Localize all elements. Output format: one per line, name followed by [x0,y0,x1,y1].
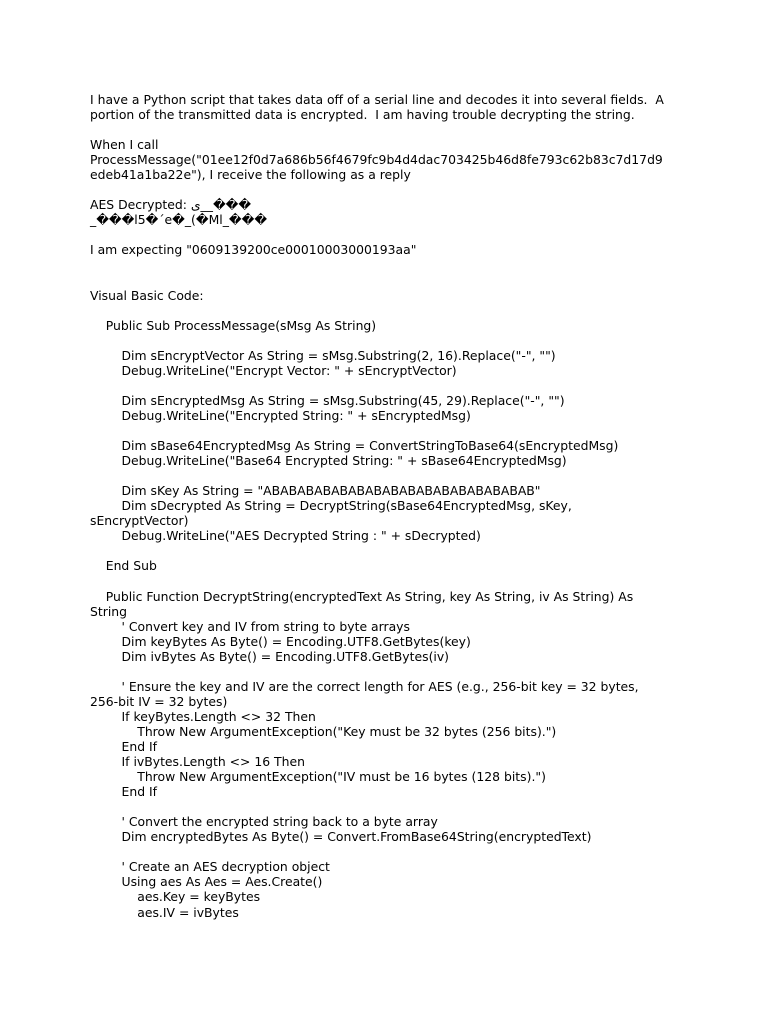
blank-line [90,258,690,273]
text-line: ' Convert the encrypted string back to a byte array [90,814,438,830]
blank-line [90,378,690,393]
text-line: If keyBytes.Length <> 32 Then [90,708,316,724]
text-line: If ivBytes.Length <> 16 Then [90,754,305,770]
text-line: Dim sKey As String = "ABABABABABABABABABABABABABABABAB" [90,483,541,499]
text-line: Dim sEncryptVector As String = sMsg.Substring(2, 16).Replace("-", "") [90,347,556,363]
text-line: Visual Basic Code: [90,287,204,303]
text-line: I am expecting "0609139200ce00010003000193aa" [90,242,417,258]
text-line: Dim sDecrypted As String = DecryptString(sBase64EncryptedMsg, sKey, [90,498,572,514]
blank-line [90,664,690,679]
text-line: Public Function DecryptString(encryptedText As String, key As String, iv As String) As [90,588,634,604]
text-line: ' Create an AES decryption object [90,859,330,875]
text-line: Dim ivBytes As Byte() = Encoding.UTF8.GetBytes(iv) [90,648,450,664]
blank-line [90,844,690,859]
text-line: Public Sub ProcessMessage(sMsg As String) [90,317,377,333]
blank-line [90,273,690,288]
text-line: Dim keyBytes As Byte() = Encoding.UTF8.GetBytes(key) [90,633,471,649]
text-line: String [90,603,127,619]
blank-line [90,799,690,814]
text-line: Debug.WriteLine("Encrypt Vector: " + sEncryptVector) [90,362,457,378]
text-line: Debug.WriteLine("Base64 Encrypted String: " + sBase64EncryptedMsg) [90,453,567,469]
text-line: Debug.WriteLine("AES Decrypted String : " + sDecrypted) [90,528,481,544]
text-line: Debug.WriteLine("Encrypted String: " + sEncryptedMsg) [90,407,471,423]
blank-line [90,122,690,137]
text-line: ' Convert key and IV from string to byte arrays [90,618,410,634]
text-line: End If [90,739,158,755]
text-line: When I call [90,137,159,153]
text-line: _���l5�´e�_(�Ml_��� [90,212,268,228]
blank-line [90,543,690,558]
text-line: aes.Key = keyBytes [90,889,261,905]
text-line: Dim sEncryptedMsg As String = sMsg.Substring(45, 29).Replace("-", "") [90,392,565,408]
text-line: 256-bit IV = 32 bytes) [90,693,228,709]
text-line: End Sub [90,558,157,574]
text-line: edeb41a1ba22e"), I receive the following as a reply [90,167,411,183]
text-line: Dim encryptedBytes As Byte() = Convert.FromBase64String(encryptedText) [90,829,592,845]
document-page [90,92,690,920]
blank-line [90,182,690,197]
text-line: End If [90,784,158,800]
text-line: AES Decrypted: ى__��� [90,197,252,213]
blank-line [90,574,690,589]
blank-line [90,468,690,483]
blank-line [90,227,690,242]
text-line: Throw New ArgumentException("IV must be 16 bytes (128 bits).") [90,769,546,785]
text-line: Using aes As Aes = Aes.Create() [90,874,323,890]
text-line: Throw New ArgumentException("Key must be 32 bytes (256 bits).") [90,723,557,739]
text-line: portion of the transmitted data is encrypted. I am having trouble decrypting the string. [90,107,635,123]
text-line: ' Ensure the key and IV are the correct length for AES (e.g., 256-bit key = 32 bytes, [90,678,639,694]
text-line: sEncryptVector) [90,513,189,529]
text-line: aes.IV = ivBytes [90,904,239,920]
text-line: ProcessMessage("01ee12f0d7a686b56f4679fc9b4d4dac703425b46d8fe793c62b83c7d17d9 [90,152,663,168]
blank-line [90,333,690,348]
blank-line [90,423,690,438]
text-line: Dim sBase64EncryptedMsg As String = ConvertStringToBase64(sEncryptedMsg) [90,438,619,454]
text-line: I have a Python script that takes data off of a serial line and decodes it into several fields. A [90,92,664,107]
blank-line [90,303,690,318]
